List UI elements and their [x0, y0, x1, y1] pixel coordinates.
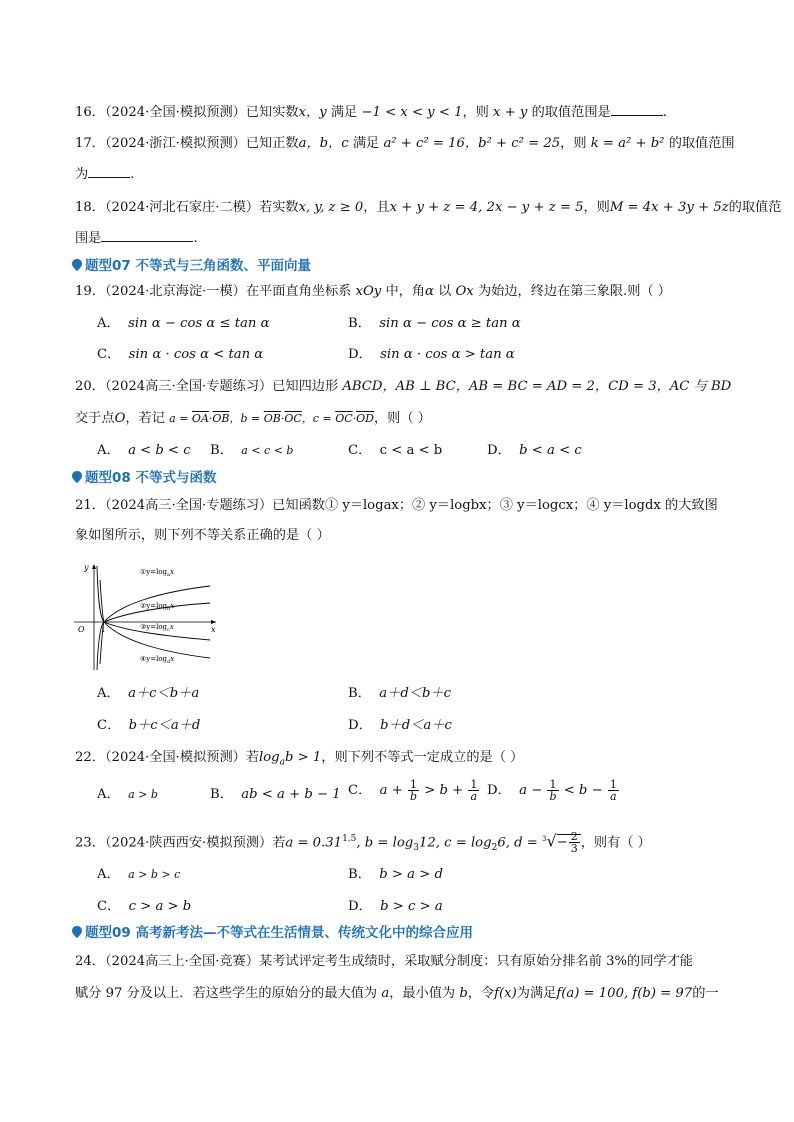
q23-expr-a: a = 0.31	[285, 835, 343, 851]
q24-line2	[75, 985, 734, 1003]
q21-source: （2024高三·全国·专题练习）	[104, 498, 273, 513]
section-08-title: 题型08 不等式与函数	[85, 470, 217, 486]
location-pin-icon	[72, 926, 82, 938]
q18-line2	[75, 229, 734, 248]
location-pin-icon	[72, 471, 82, 483]
q20-vec-oc: $\overline{OC}$	[284, 412, 302, 425]
q23-neg: −	[556, 835, 568, 851]
q17-answer-blank[interactable]	[88, 165, 130, 178]
curve-1-label: $①y=\log_ax$	[140, 568, 174, 578]
q20-line2	[75, 410, 734, 428]
q24-var-b: b	[459, 986, 468, 1001]
location-pin-icon	[72, 259, 82, 271]
q20-option-d[interactable]	[487, 442, 582, 460]
q18-equation: x + y + z = 4, 2x − y + z = 5	[389, 200, 584, 215]
q22-c-frac2: $\frac{1}{a}$	[470, 778, 478, 803]
q23-option-c-text: c > a > b	[128, 899, 192, 914]
q24-fx: f(x)	[494, 986, 517, 1001]
graph-y-label: y	[84, 563, 89, 572]
q16-expression: x + y	[493, 105, 528, 120]
q16-text3: ，则	[462, 105, 489, 120]
q17-text4: 的取值范围	[668, 136, 735, 151]
q23-number: 23．	[75, 835, 105, 851]
q20-option-a[interactable]	[97, 442, 191, 460]
q20-vec-oa: $\overline{OA}$	[191, 412, 209, 425]
q17-vars: a，b，c	[298, 136, 349, 151]
q20-c-def: ，c =	[301, 412, 336, 425]
q20-line1	[75, 378, 734, 396]
q23-option-b-text: b > a > d	[379, 867, 443, 882]
q22-option-d-part1: a −	[519, 783, 547, 798]
q20-option-b-text: a < c < b	[241, 444, 294, 457]
q23-root-index: 3	[541, 835, 547, 843]
q18-text: 若实数	[259, 200, 299, 215]
q18-text3: ，则	[583, 200, 610, 215]
q17-end: .	[130, 167, 135, 182]
q23-line: 23．（2024·陕西西安·模拟预测）若$a = 0.31^{1.5}$, $b = \log_312$, $c = \log_26$, d = $^3$√− $\frac{2}{3}$ ，则有（ ）	[75, 830, 651, 856]
q20-b-def: ，b =	[229, 412, 264, 425]
q17-text3: ，则	[560, 136, 587, 151]
q17-text2: 满足	[352, 136, 380, 151]
q20-dot1: ·	[208, 412, 213, 425]
q20-option-d-label: D．	[487, 443, 511, 458]
q20-option-d-text: b < a < c	[519, 443, 582, 458]
q22-d-frac1: $\frac{1}{b}$	[549, 778, 557, 803]
q19-option-b[interactable]	[348, 315, 521, 333]
q23-source: （2024·陕西西安·模拟预测）	[104, 835, 273, 851]
q24-text: 某考试评定考生成绩时，采取赋分制度：只有原始分排名前 3%的同学才能	[259, 954, 693, 969]
curve-3-label: $③y=\log_cx$	[140, 623, 174, 633]
q23-option-b[interactable]	[348, 866, 443, 884]
q20-a-def: a =	[169, 412, 192, 425]
q18-answer-blank[interactable]	[101, 229, 193, 242]
q19-system: xOy	[355, 284, 382, 299]
q16-number: 16．	[75, 105, 105, 120]
q16-line	[75, 103, 734, 122]
section-08-heading	[72, 468, 217, 488]
q22-log-base: a	[279, 757, 285, 768]
q21-option-c[interactable]	[97, 717, 200, 735]
q16-source: （2024·全国·模拟预测）	[104, 105, 246, 120]
q20-vec-ob2: $\overline{OB}$	[263, 412, 281, 425]
q19-text: 在平面直角坐标系	[245, 284, 352, 299]
curve-2-label: $②y=\log_bx$	[140, 602, 175, 612]
q21-option-c-label: C．	[97, 718, 121, 733]
q17-expression: k = a² + b²	[590, 136, 665, 151]
q23-expr-b: , b = log	[356, 835, 414, 851]
q20-vec-oc2: $\overline{OC}$	[335, 412, 353, 425]
q20-abcd: ABCD	[342, 379, 383, 394]
q21-line2	[75, 527, 734, 545]
q24-text6: 的一	[692, 986, 719, 1001]
q19-option-a-label: A．	[97, 316, 120, 331]
q21-option-b-label: B．	[348, 686, 371, 701]
q23-option-d-label: D．	[348, 899, 372, 914]
q17-source: （2024·浙江·模拟预测）	[104, 136, 246, 151]
q21-option-a-label: A．	[97, 686, 120, 701]
q20-vec-ob: $\overline{OB}$	[212, 412, 230, 425]
q17-number: 17．	[75, 136, 105, 151]
q22-option-c-part2: > b +	[420, 783, 468, 798]
q22-c-frac1: $\frac{1}{b}$	[409, 778, 418, 803]
q19-option-d-text: sin α · cos α > tan α	[380, 347, 515, 362]
q23-text: 若	[272, 835, 286, 851]
q20-text2: 交于点	[75, 411, 115, 426]
q24-text2: 赋分 97 分及以上．若这些学生的原始分的最大值为	[75, 986, 378, 1001]
q19-alpha: α	[425, 284, 434, 299]
q22-number: 22．	[75, 750, 105, 765]
q17-condition: a² + c² = 16，b² + c² = 25	[383, 136, 561, 151]
graph-x-label: x	[211, 625, 216, 634]
q23-exponent: 1.5	[342, 834, 357, 844]
curve-4-label: $④y=\log_dx$	[140, 655, 175, 665]
q19-text3: 以	[438, 284, 452, 299]
section-07-heading	[72, 256, 311, 276]
q19-option-a-text: sin α − cos α ≤ tan α	[128, 316, 270, 331]
q17-text: 已知正数	[245, 136, 299, 151]
q22-option-a[interactable]	[97, 786, 158, 804]
q21-number: 21．	[75, 498, 105, 513]
q21-option-d-text: b＋d＜a＋c	[380, 718, 452, 733]
section-09-title: 题型09 高考新考法—不等式在生活情景、传统文化中的综合应用	[85, 925, 473, 941]
q22-option-c-label: C．	[348, 783, 372, 798]
q22-text2: ，则下列不等式一定成立的是（ ）	[321, 750, 524, 765]
q21-option-b[interactable]	[348, 685, 451, 703]
q23-text2: ，则有（ ）	[580, 835, 651, 851]
q16-text2: 满足	[330, 105, 358, 120]
q19-option-d-label: D．	[348, 347, 372, 362]
q20-text4: ，则（ ）	[373, 411, 431, 426]
q20-point-o: O	[114, 411, 126, 426]
q23-option-c-label: C．	[97, 899, 121, 914]
q17-line1	[75, 135, 734, 153]
q22-option-a-label: A．	[97, 787, 120, 802]
q22-source: （2024·全国·模拟预测）	[104, 750, 246, 765]
q16-text: 已知实数	[245, 105, 299, 120]
q23-option-c[interactable]	[97, 898, 191, 916]
q16-end: .	[662, 105, 667, 120]
q24-source: （2024高三上·全国·竞赛）	[104, 954, 260, 969]
q16-answer-blank[interactable]	[611, 103, 663, 116]
q22-option-b-label: B．	[210, 787, 233, 802]
q22-option-d[interactable]	[487, 779, 620, 802]
q20-cond3: ，CD = 3	[594, 379, 657, 394]
q22-text: 若	[245, 750, 260, 765]
q20-dot3: ·	[352, 412, 357, 425]
q23-expr-c: 12, c = log	[418, 835, 492, 851]
q23-base2: 2	[491, 843, 498, 854]
q23-base3: 3	[413, 843, 419, 854]
q18-source: （2024·河北石家庄·二模）	[104, 200, 260, 215]
q20-option-c-text: c < a < b	[379, 443, 443, 458]
q20-cond1: ，AB ⊥ BC	[382, 379, 456, 394]
q19-text4: 为始边，终边在第三象限.则（ ）	[477, 284, 671, 299]
q19-text2: 中，角	[385, 284, 425, 299]
q19-line	[75, 283, 734, 301]
q22-log: log	[259, 750, 280, 765]
q17-text5: 为	[75, 167, 89, 182]
q20-text3: ，若记	[125, 411, 165, 426]
q20-cond2: ，AB = BC = AD = 2	[455, 379, 595, 394]
q19-option-d[interactable]	[348, 346, 515, 364]
q19-option-c-label: C．	[97, 347, 121, 362]
q22-condition: b > 1	[285, 750, 322, 765]
q23-option-d-text: b > c > a	[380, 899, 443, 914]
q21-option-b-text: a＋d＜b＋c	[379, 686, 451, 701]
q24-text3: ，最小值为	[389, 986, 456, 1001]
q21-option-c-text: b＋c＜a＋d	[128, 718, 201, 733]
q20-cond4: ，AC 与 BD	[656, 379, 732, 394]
q22-option-c[interactable]	[348, 779, 480, 802]
q19-option-c-text: sin α · cos α < tan α	[128, 347, 264, 362]
q22-option-b[interactable]	[210, 786, 341, 804]
q21-option-a[interactable]	[97, 685, 199, 703]
q19-option-c[interactable]	[97, 346, 263, 364]
q22-d-frac2: $\frac{1}{a}$	[609, 778, 617, 803]
q21-text2: 象如图所示，则下列不等关系正确的是（ ）	[75, 528, 330, 543]
q18-condition: x, y, z ≥ 0	[298, 200, 364, 215]
q24-var-a: a	[381, 986, 390, 1001]
q23-frac: $\frac{2}{3}$	[570, 830, 578, 856]
q22-line	[75, 749, 734, 772]
q18-end: .	[193, 231, 198, 246]
q20-option-c[interactable]	[348, 442, 442, 460]
q22-option-d-label: D．	[487, 783, 511, 798]
q19-source: （2024·北京海淀·一模）	[104, 284, 246, 299]
q18-number: 18．	[75, 200, 105, 215]
q22-option-c-part1: a +	[379, 783, 407, 798]
q23-expr-d: 6, d =	[497, 835, 542, 851]
q22-option-d-part2: < b −	[559, 783, 607, 798]
q24-text5: 为满足	[516, 986, 557, 1001]
q19-number: 19．	[75, 284, 105, 299]
q21-option-a-text: a＋c＜b＋a	[128, 686, 200, 701]
q18-text5: 围是	[75, 231, 102, 246]
q20-option-c-label: C．	[348, 443, 372, 458]
q23-option-a-label: A．	[97, 867, 120, 882]
q20-number: 20．	[75, 379, 105, 394]
q18-text2: ，且	[363, 200, 390, 215]
q16-vars: x，y	[298, 105, 327, 120]
graph-one-label: 1	[101, 626, 106, 634]
q23-option-a[interactable]	[97, 866, 180, 884]
q20-option-b[interactable]	[210, 442, 293, 460]
q22-option-a-text: a > b	[128, 788, 158, 801]
graph-y-arrow	[92, 564, 96, 569]
q20-dot2: ·	[280, 412, 285, 425]
q21-option-d[interactable]	[348, 717, 452, 735]
q22-option-b-text: ab < a + b − 1	[241, 787, 341, 802]
section-07-title: 题型07 不等式与三角函数、平面向量	[85, 258, 311, 274]
q23-option-b-label: B．	[348, 867, 371, 882]
q24-condition: f(a) = 100, f(b) = 97	[556, 986, 693, 1001]
q18-expression: M = 4x + 3y + 5z	[609, 200, 729, 215]
curve-2	[100, 580, 210, 622]
q19-option-a[interactable]	[97, 315, 270, 333]
q21-line1	[75, 497, 734, 515]
q19-option-b-label: B．	[348, 316, 371, 331]
section-09-heading	[72, 923, 473, 943]
graph-x-arrow	[211, 620, 216, 624]
q21-text: 已知函数① y＝logax；② y＝logbx；③ y＝logcx；④ y＝logdx 的大致图	[272, 498, 718, 513]
graph-origin-label: O	[78, 625, 85, 634]
q19-ox: Ox	[455, 284, 474, 299]
q16-text4: 的取值范围是	[531, 105, 611, 120]
q16-condition: −1 < x < y < 1	[361, 105, 463, 120]
q18-line1	[75, 199, 782, 217]
q19-option-b-text: sin α − cos α ≥ tan α	[379, 316, 521, 331]
q20-source: （2024高三·全国·专题练习）	[104, 379, 273, 394]
q21-option-d-label: D．	[348, 718, 372, 733]
q24-line1	[75, 953, 734, 971]
q17-line2	[75, 165, 734, 184]
q20-vec-od: $\overline{OD}$	[356, 412, 374, 425]
q24-text4: ，令	[467, 986, 495, 1001]
q18-text4: 的取值范	[728, 200, 782, 215]
q23-option-d[interactable]	[348, 898, 443, 916]
q21-log-graph	[70, 560, 220, 672]
q23-option-a-text: a > b > c	[128, 868, 181, 881]
q20-text: 已知四边形	[272, 379, 339, 394]
q20-option-a-text: a < b < c	[128, 443, 191, 458]
q20-option-b-label: B．	[210, 443, 233, 458]
q20-option-a-label: A．	[97, 443, 120, 458]
q24-number: 24．	[75, 954, 105, 969]
